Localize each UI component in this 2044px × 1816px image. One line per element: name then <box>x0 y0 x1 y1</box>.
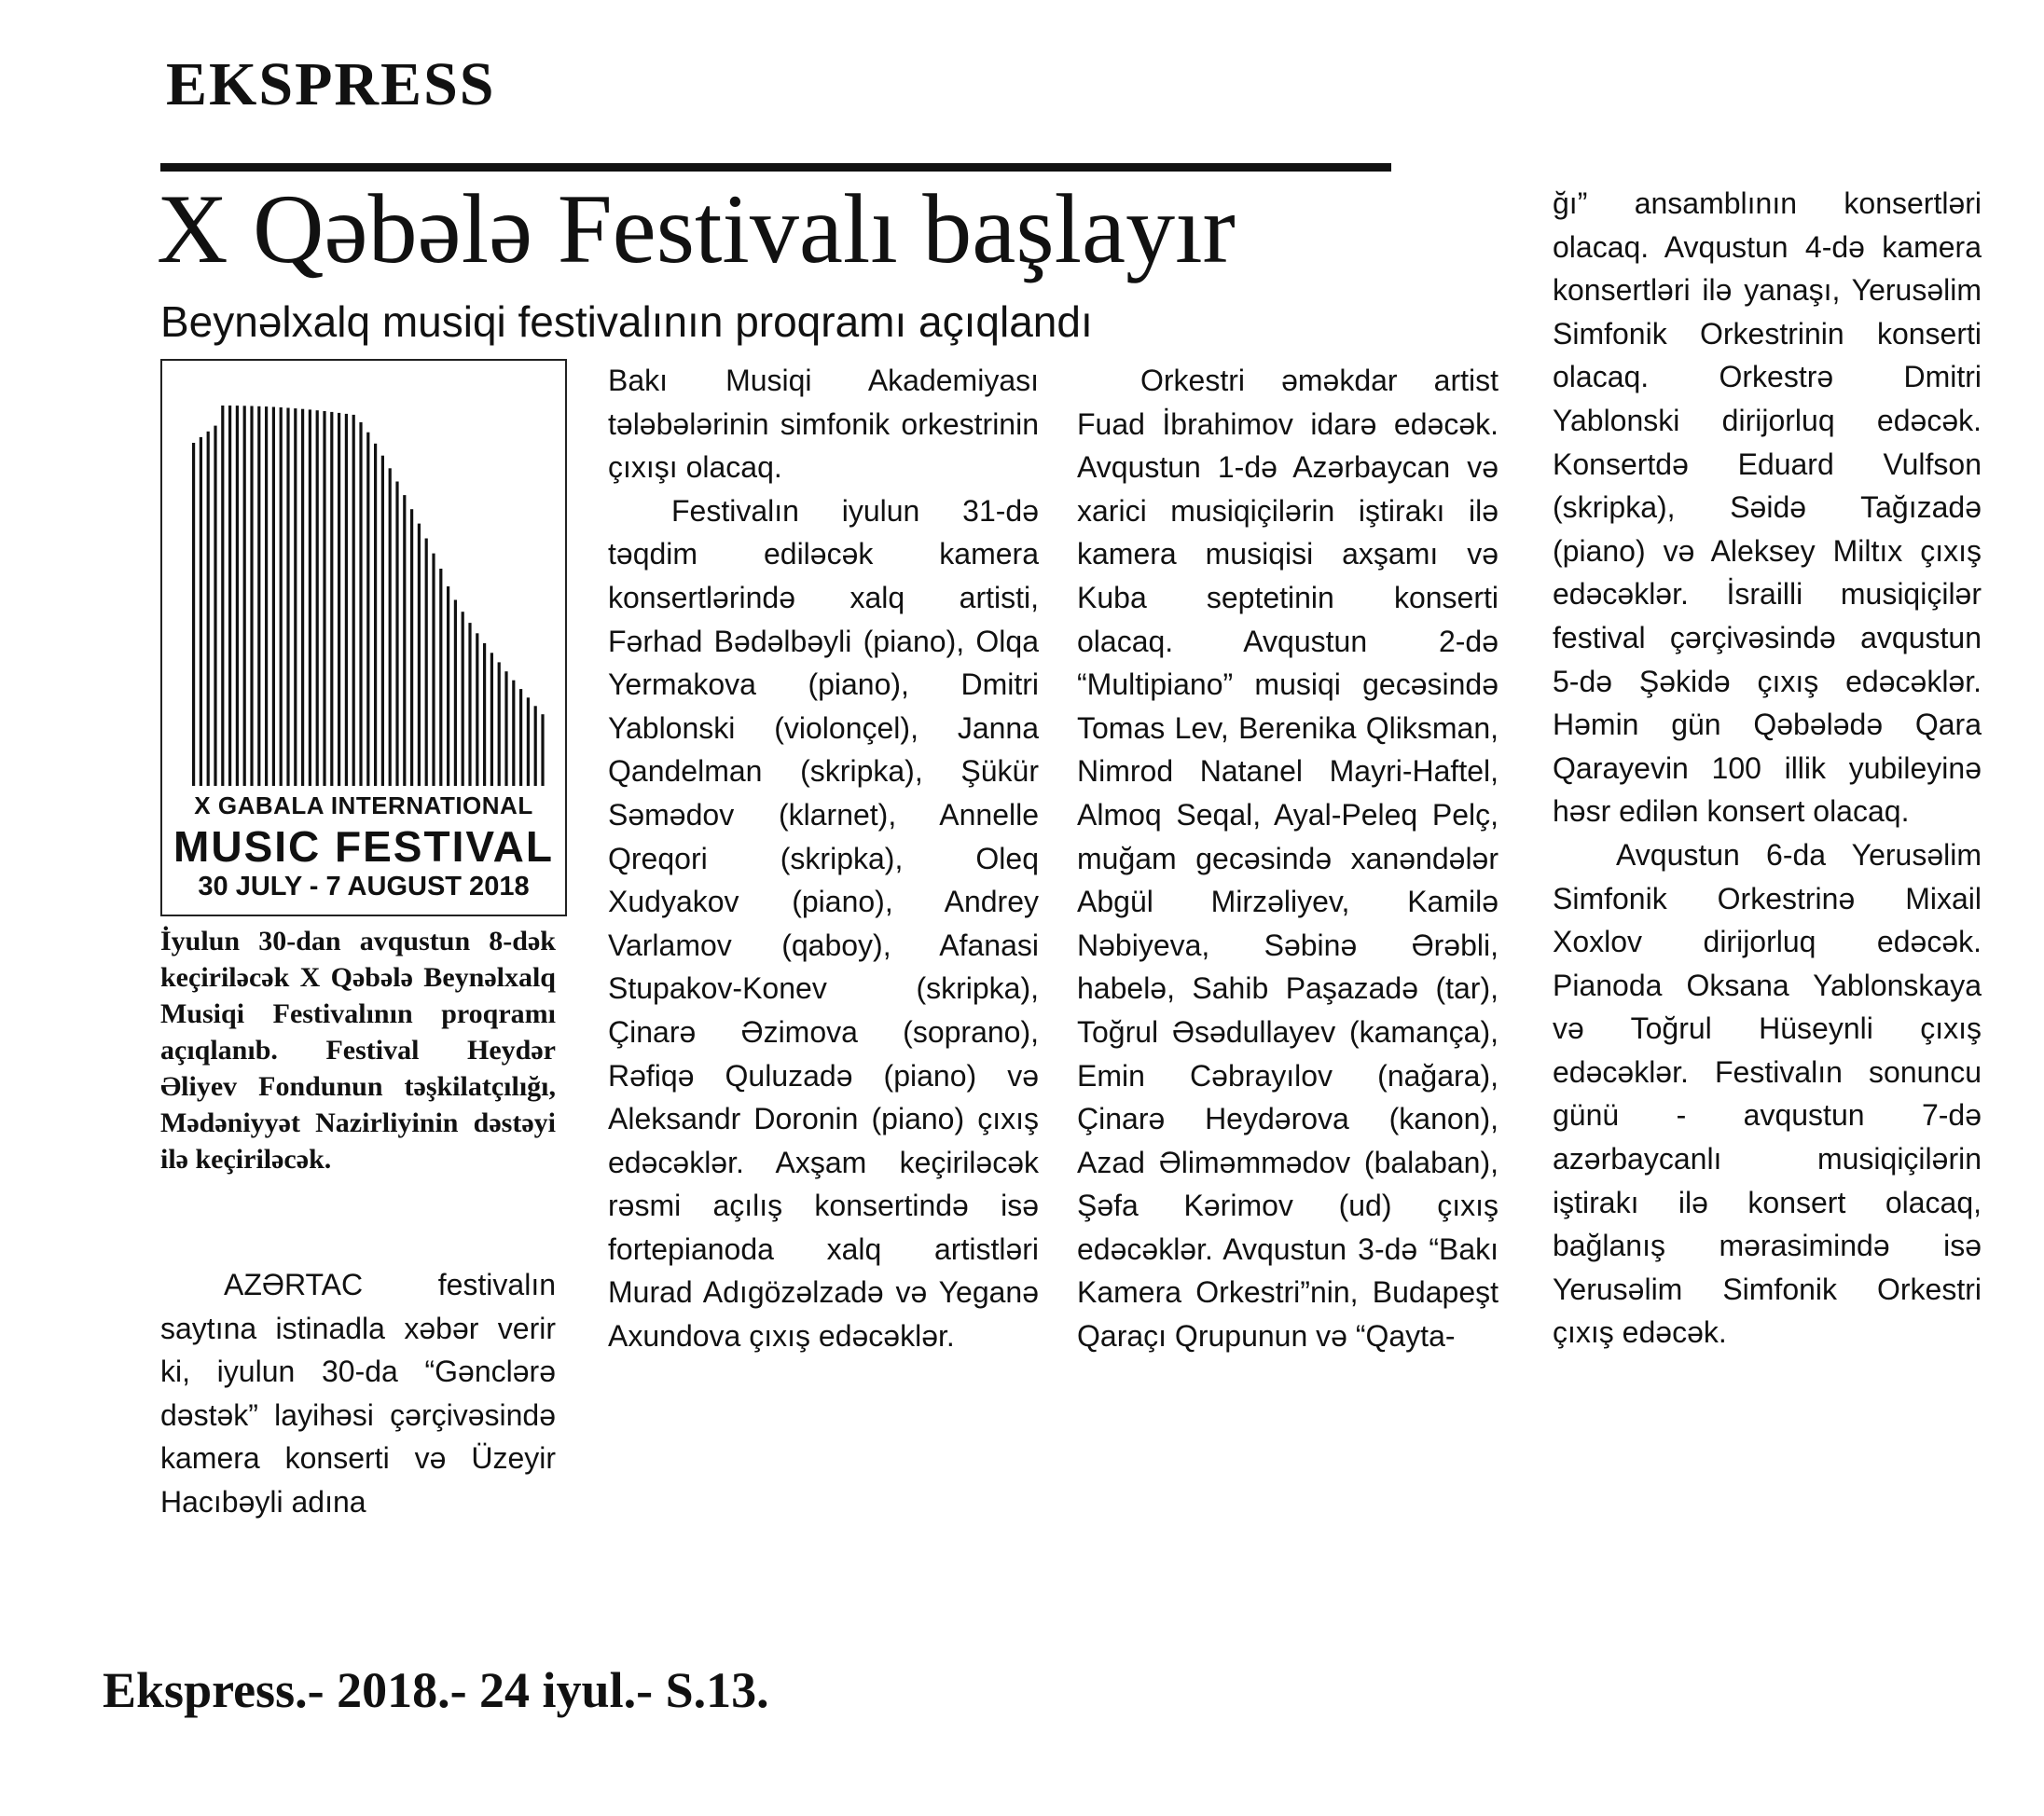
organ-pipe <box>490 653 493 786</box>
organ-pipe <box>403 495 406 786</box>
organ-pipe <box>395 482 398 787</box>
organ-pipes-piano-icon <box>183 378 546 788</box>
organ-pipe <box>366 433 369 786</box>
organ-pipe <box>374 444 377 786</box>
organ-pipe <box>214 426 216 786</box>
organ-pipe <box>309 409 311 786</box>
header-rule <box>160 163 1391 172</box>
organ-pipe <box>447 586 449 786</box>
organ-pipe <box>192 443 195 786</box>
article-column-1 <box>160 1263 556 1524</box>
organ-pipe <box>381 456 384 786</box>
organ-pipe <box>221 406 224 786</box>
organ-pipe <box>286 408 289 787</box>
article-column-4 <box>1553 182 1982 1355</box>
organ-pipe <box>228 406 231 786</box>
organ-pipe <box>257 406 260 786</box>
organ-pipe <box>483 643 486 786</box>
column-2-paragraph-2: Festivalın iyulun 31-də təqdim ediləcək kamera konsertlərində xalq artisti, Fərhad Bədəlbəyli (piano), Olqa Yermakova (piano), Dmitri Yablonski (violonçel), Janna Qandelman (skripka), Şükür Səmədov (klarnet), Annelle Qreqori (skripka), Oleq Xudyakov (piano), Andrey Varlamov (qaboy), Afanasi Stupakov-Konev (skripka), Çinarə Əzimova (soprano), Rəfiqə Quluzadə (piano) və Aleksandr Doronin (piano) çıxış edəcəklər. Axşam keçiriləcək rəsmi açılış konsertində isə fortepianoda xalq artistləri Murad Adıgözəlzadə və Yeganə Axundova çıxış edəcəklər. <box>608 493 1039 1354</box>
column-4-paragraph-1: ğı” ansamblının konsertləri olacaq. Avqustun 4-də kamera konsertləri ilə yanaşı, Yerusəlim Simfonik Orkestrinin konserti olacaq. Orkestrə Dmitri Yablonski dirijorluq edəcək. Konsertdə Eduard Vulfson (skripka), Səidə Tağızadə (piano) və Aleksey Miltıx çıxış edəcəklər. İsrailli musiqiçilər festival çərçivəsində avqustun 5-də Şəkidə çıxış edəcəklər. Həmin gün Qəbələdə Qara Qarayevin 100 illik yubileyinə həsr edilən konsert olacaq. <box>1553 186 1982 829</box>
organ-pipe <box>468 623 471 786</box>
organ-pipe <box>425 539 428 787</box>
organ-pipe <box>345 414 348 786</box>
organ-pipe <box>338 413 340 786</box>
organ-pipe <box>301 409 304 786</box>
organ-pipe <box>534 706 537 786</box>
organ-pipe <box>498 662 501 786</box>
organ-pipe <box>272 407 275 787</box>
festival-logo-box <box>160 359 567 916</box>
organ-pipe <box>527 697 530 786</box>
organ-pipe <box>250 406 253 787</box>
organ-pipe <box>200 437 202 786</box>
organ-pipe <box>454 600 457 787</box>
organ-pipe <box>504 671 507 786</box>
organ-pipe <box>352 415 355 786</box>
organ-pipe <box>280 407 283 786</box>
newspaper-masthead: EKSPRESS <box>166 50 496 118</box>
logo-festival-line: MUSIC FESTIVAL <box>173 822 554 871</box>
article-subheadline: Beynəlxalq musiqi festivalının proqramı açıqlandı <box>160 297 1093 346</box>
organ-pipe <box>476 633 478 786</box>
organ-pipe <box>519 689 522 786</box>
article-lead: İyulun 30-dan avqustun 8-dək keçiriləcək X Qəbələ Beynəlxalq Musiqi Festivalının proqramı açıqlanıb. Festival Heydər Əliyev Fondunun təşkilatçılığı, Mədəniyyət Nazirliyinin dəstəyi ilə keçiriləcək. <box>160 926 556 1175</box>
organ-pipe <box>316 410 319 786</box>
article-column-2 <box>608 359 1039 1358</box>
organ-pipe <box>265 406 268 786</box>
organ-pipe <box>294 408 297 786</box>
organ-pipe <box>541 714 544 786</box>
organ-pipe <box>207 432 210 786</box>
source-citation: Ekspress.- 2018.- 24 iyul.- S.13. <box>103 1662 769 1718</box>
column-4-paragraph-2: Avqustun 6-da Yerusəlim Simfonik Orkestrinə Mixail Xoxlov dirijorluq edəcək. Pianoda Oksana Yablonskaya və Toğrul Hüseynli çıxış edəcəklər. Festivalın sonuncu günü - avqustun 7-də azərbaycanlı musiqiçilərin iştirakı ilə konsert olacaq, bağlanış mərasimində isə Yerusəlim Simfonik Orkestri çıxış edəcək. <box>1553 837 1982 1350</box>
organ-pipe <box>432 554 435 786</box>
column-1-paragraph: AZƏRTAC festivalın saytına istinadla xəbər verir ki, iyulun 30-da “Gənclərə dəstək” layihəsi çərçivəsində kamera konserti və Üzeyir Hacıbəyli adına <box>160 1268 556 1519</box>
column-2-paragraph-1: Bakı Musiqi Akademiyası tələbələrinin simfonik orkestrinin çıxışı olacaq. <box>608 364 1039 485</box>
column-3-paragraph: Orkestri əməkdar artist Fuad İbrahimov idarə edəcək. Avqustun 1-də Azərbaycan və xarici musiqiçilərin iştirakı ilə kamera musiqisi axşamı və Kuba septetinin konserti olacaq. Avqustun 2-də “Multipiano” musiqi gecəsində Tomas Lev, Berenika Qliksman, Nimrod Natanel Mayri-Haftel, Almoq Seqal, Ayal-Peleq Pelç, muğam gecəsində xanəndələr Abgül Mirzəliyev, Kamilə Nəbiyeva, Səbinə Ərəbli, habelə, Sahib Paşazadə (tar), Toğrul Əsədullayev (kamança), Emin Cəbrayılov (nağara), Çinarə Heydərova (kanon), Azad Əliməmmədov (balaban), Şəfa Kərimov (ud) çıxış edəcəklər. Avqustun 3-də “Bakı Kamera Orkestri”nin, Budapeşt Qaraçı Qrupunun və “Qayta- <box>1077 364 1498 1354</box>
organ-pipe <box>330 412 333 786</box>
logo-title-line: X GABALA INTERNATIONAL <box>194 791 533 819</box>
logo-dates-line: 30 JULY - 7 AUGUST 2018 <box>198 872 530 901</box>
organ-pipe <box>389 468 392 786</box>
organ-pipe <box>359 422 362 786</box>
organ-pipe <box>439 569 442 786</box>
organ-pipe <box>243 406 246 786</box>
article-headline: X Qəbələ Festivalı başlayır <box>157 174 1236 283</box>
organ-pipe <box>418 524 421 786</box>
organ-pipe <box>323 411 325 786</box>
organ-pipe <box>462 612 464 786</box>
organ-pipe <box>236 406 239 786</box>
article-column-3 <box>1077 359 1498 1358</box>
organ-pipe <box>410 509 413 786</box>
organ-pipe <box>512 681 515 786</box>
